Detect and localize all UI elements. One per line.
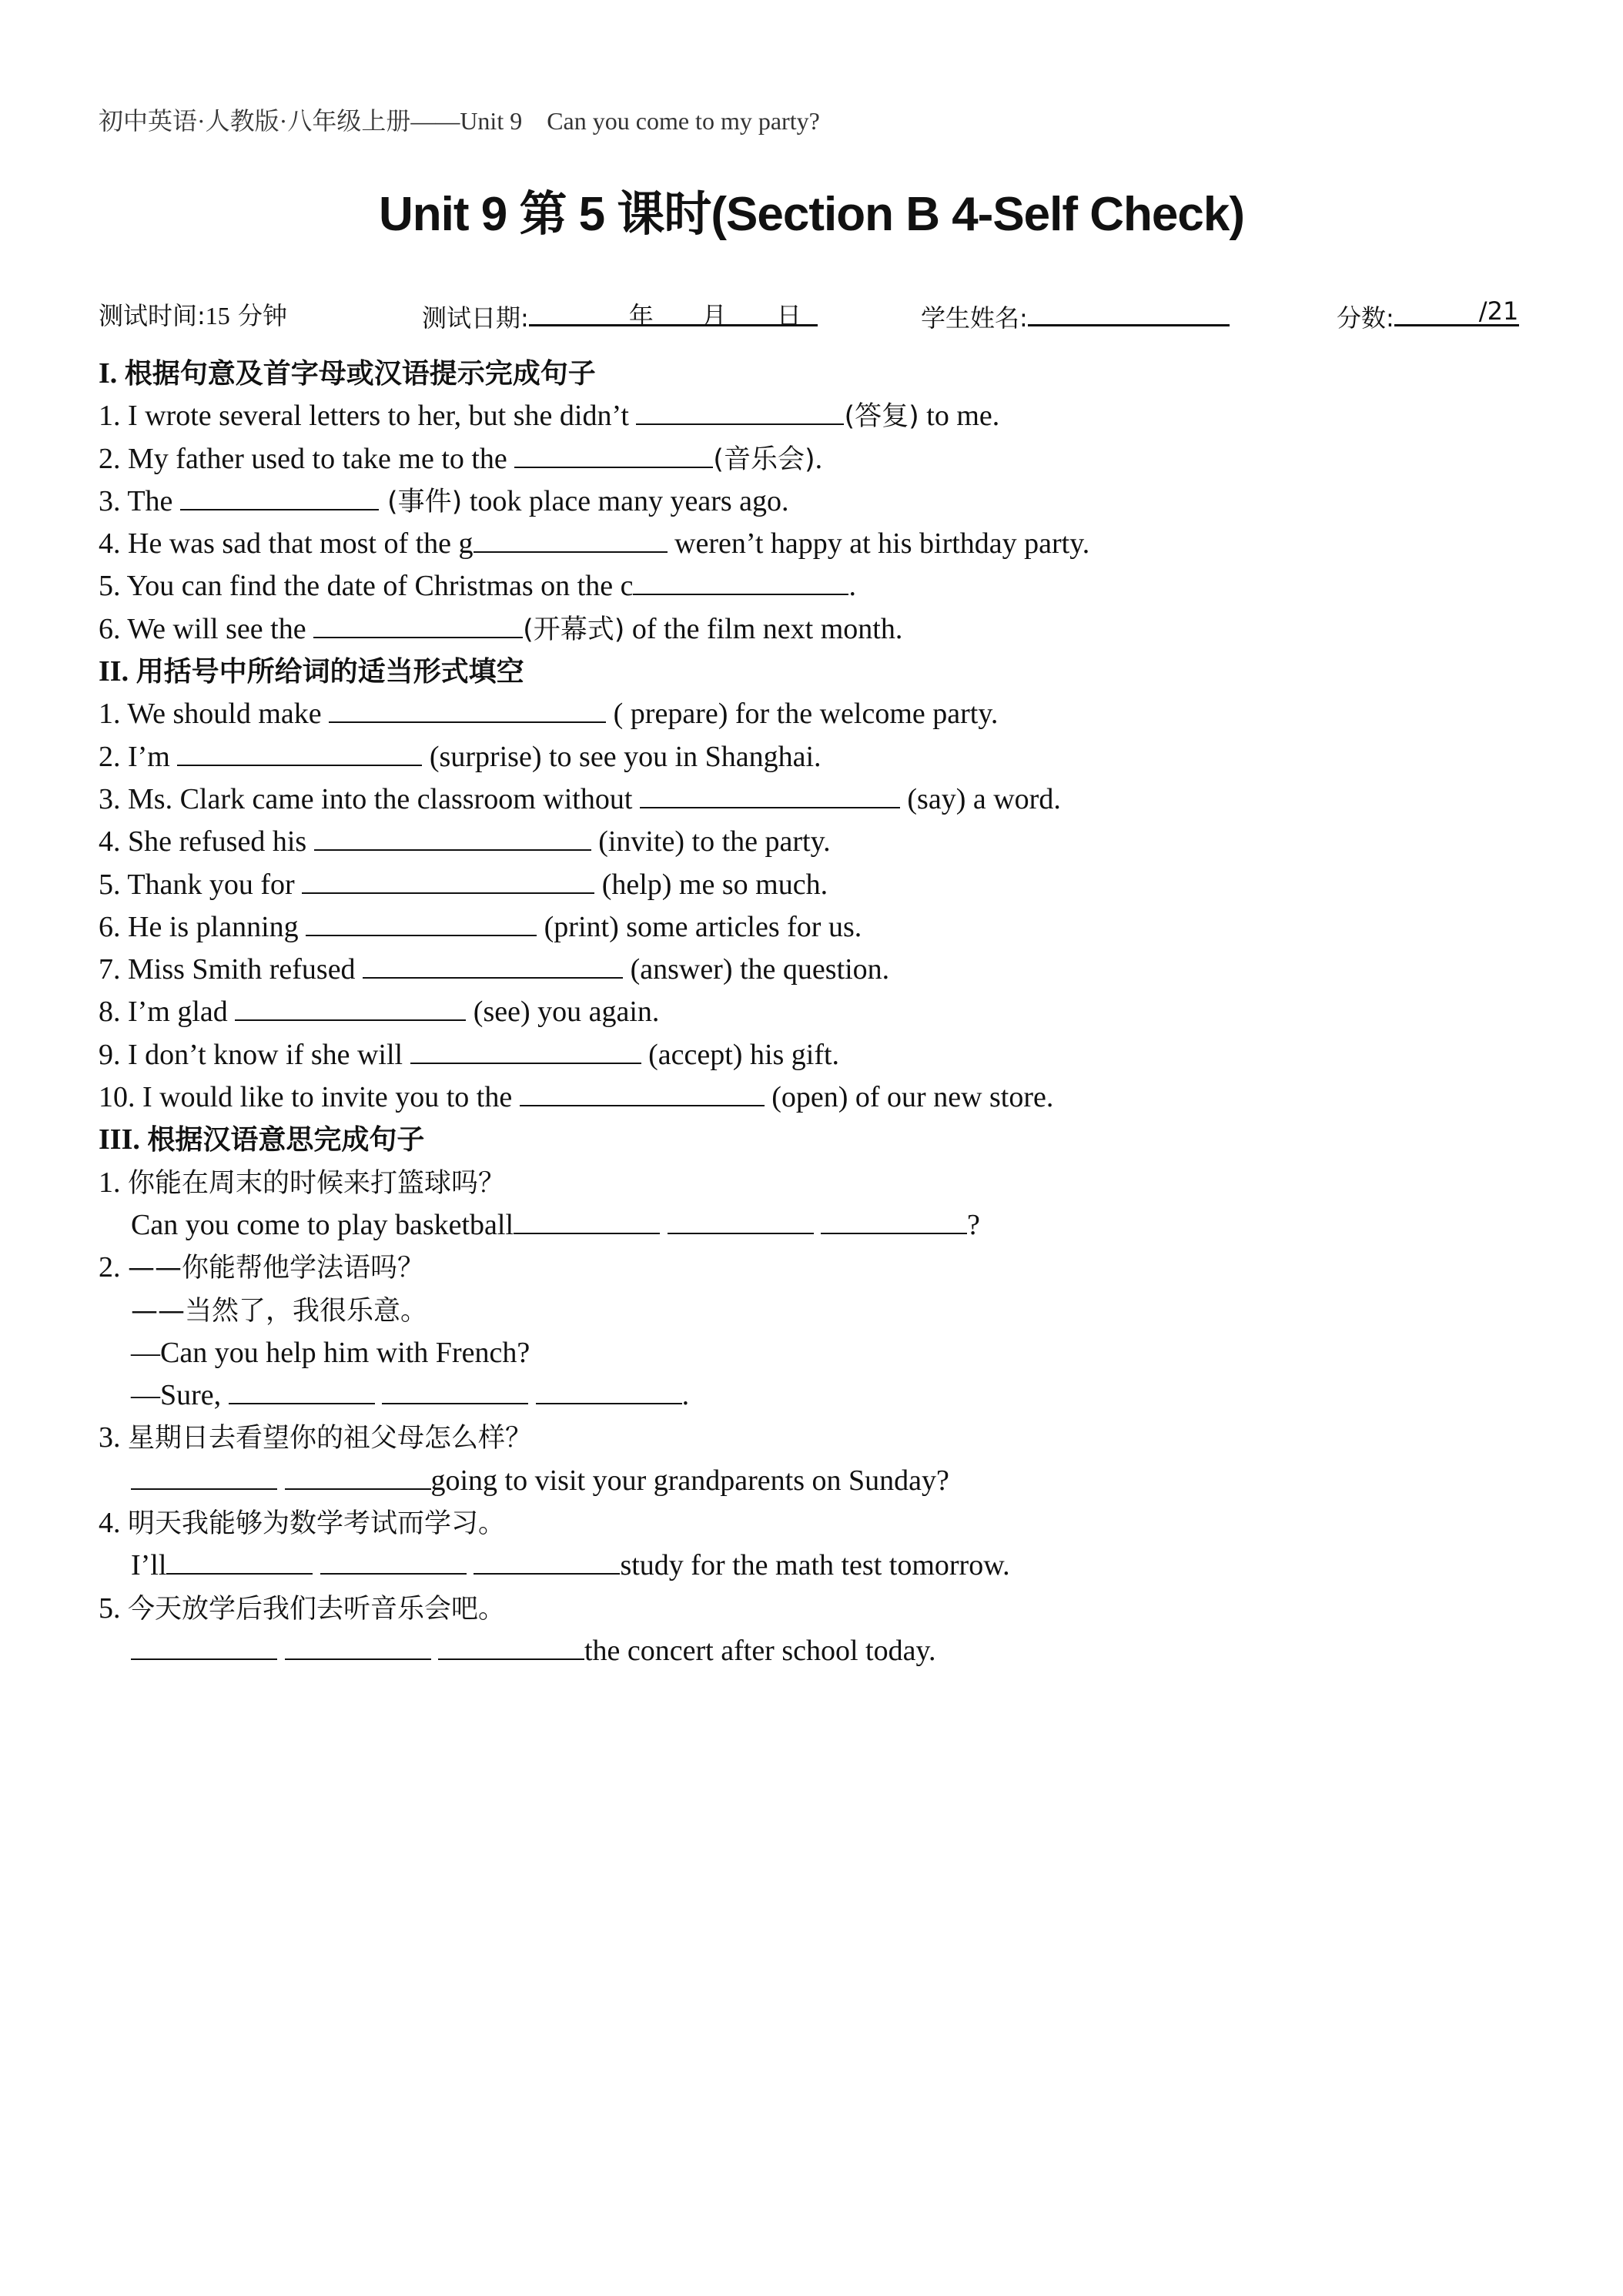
answer-blank[interactable] [410,1036,641,1064]
answer-blank[interactable] [633,567,848,595]
score-label: 分数: [1337,303,1394,333]
s2-item-7: 7. Miss Smith refused (answer) the question. [99,949,1546,991]
score-field[interactable]: /21 [1394,296,1519,326]
s3-q4-chinese: 4. 明天我能够为数学考试而学习。 [99,1507,506,1540]
answer-blank[interactable] [668,1207,814,1234]
answer-blank[interactable] [514,440,713,468]
answer-blank[interactable] [131,1632,277,1660]
answer-blank[interactable] [640,781,900,808]
answer-blank[interactable] [382,1377,528,1404]
section-2-heading: II. 用括号中所给词的适当形式填空 [99,655,524,688]
s3-q2-chinese-b: ——当然了，我很乐意。 [131,1295,428,1327]
s2-item-9: 9. I don’t know if she will (accept) his gift. [99,1034,1546,1076]
date-label: 测试日期: [422,303,529,333]
s3-q4-english: I’ll study for the math test tomorrow. [99,1545,1546,1587]
answer-blank[interactable] [314,823,591,851]
s2-item-5: 5. Thank you for (help) me so much. [99,864,1546,906]
answer-blank[interactable] [166,1547,313,1575]
answer-blank[interactable] [229,1377,375,1404]
s2-item-1: 1. We should make ( prepare) for the welcome party. [99,693,1546,735]
s3-q5-chinese: 5. 今天放学后我们去听音乐会吧。 [99,1591,506,1625]
answer-blank[interactable] [285,1462,431,1490]
s2-item-6: 6. He is planning (print) some articles for us. [99,906,1546,949]
page-title: Unit 9 第 5 课时(Section B 4-Self Check) [379,188,1244,241]
s2-item-8: 8. I’m glad (see) you again. [99,991,1546,1033]
s3-q2-english-b: —Sure, . [99,1374,1546,1417]
answer-blank[interactable] [438,1632,584,1660]
worksheet-content [99,353,1546,1672]
score [1337,296,1519,334]
s3-q5-english: the concert after school today. [99,1630,1546,1672]
answer-blank[interactable] [177,738,422,766]
s1-item-5: 5. You can find the date of Christmas on the c . [99,565,1546,607]
s3-q1-chinese: 1. 你能在周末的时候来打篮球吗？ [99,1166,506,1199]
date-field[interactable]: 年 月 日 [529,296,818,326]
s3-q2-chinese-a: 2. ——你能帮他学法语吗？ [99,1251,425,1284]
answer-blank[interactable] [320,1547,467,1575]
info-row [99,296,1531,335]
answer-blank[interactable] [520,1079,765,1106]
s3-q1-english: Can you come to play basketball ? [99,1204,1546,1247]
s1-item-6: 6. We will see the (开幕式) of the film next month. [99,608,1546,651]
s2-item-4: 4. She refused his (invite) to the party. [99,821,1546,863]
answer-blank[interactable] [306,909,537,936]
s1-item-3: 3. The (事件) took place many years ago. [99,480,1546,523]
s1-item-2: 2. My father used to take me to the (音乐会). [99,438,1546,480]
s2-item-2: 2. I’m (surprise) to see you in Shanghai. [99,736,1546,778]
time-unit: 分钟 [237,301,287,330]
answer-blank[interactable] [329,695,606,723]
s3-q3-chinese: 3. 星期日去看望你的祖父母怎么样？ [99,1421,533,1454]
running-header: 初中英语·人教版·八年级上册——Unit 9 Can you come to my party? [99,107,820,135]
answer-blank[interactable] [474,1547,620,1575]
name-label: 学生姓名: [921,303,1028,333]
test-date [422,296,818,334]
test-time [99,296,287,332]
answer-blank[interactable] [285,1632,431,1660]
answer-blank[interactable] [180,483,379,510]
answer-blank[interactable] [636,397,844,425]
answer-blank[interactable] [131,1462,277,1490]
name-field[interactable] [1028,296,1230,326]
time-label: 测试时间: [99,301,206,330]
answer-blank[interactable] [536,1377,682,1404]
student-name [921,296,1230,334]
answer-blank[interactable] [235,993,466,1021]
s2-item-3: 3. Ms. Clark came into the classroom without (say) a word. [99,778,1546,821]
s1-item-4: 4. He was sad that most of the g weren’t happy at his birthday party. [99,523,1546,565]
section-3-heading: III. 根据汉语意思完成句子 [99,1123,425,1156]
answer-blank[interactable] [821,1207,967,1234]
answer-blank[interactable] [363,951,623,979]
s3-q2-english-a: —Can you help him with French? [131,1336,530,1369]
time-value: 15 [205,302,230,330]
answer-blank[interactable] [302,866,594,894]
s2-item-10: 10. I would like to invite you to the (open) of our new store. [99,1076,1546,1119]
section-1-heading: I. 根据句意及首字母或汉语提示完成句子 [99,357,596,390]
answer-blank[interactable] [514,1207,660,1234]
answer-blank[interactable] [474,525,668,553]
answer-blank[interactable] [313,611,523,638]
s3-q3-english: going to visit your grandparents on Sunday? [99,1460,1546,1502]
s1-item-1: 1. I wrote several letters to her, but she didn’t (答复) to me. [99,395,1546,437]
